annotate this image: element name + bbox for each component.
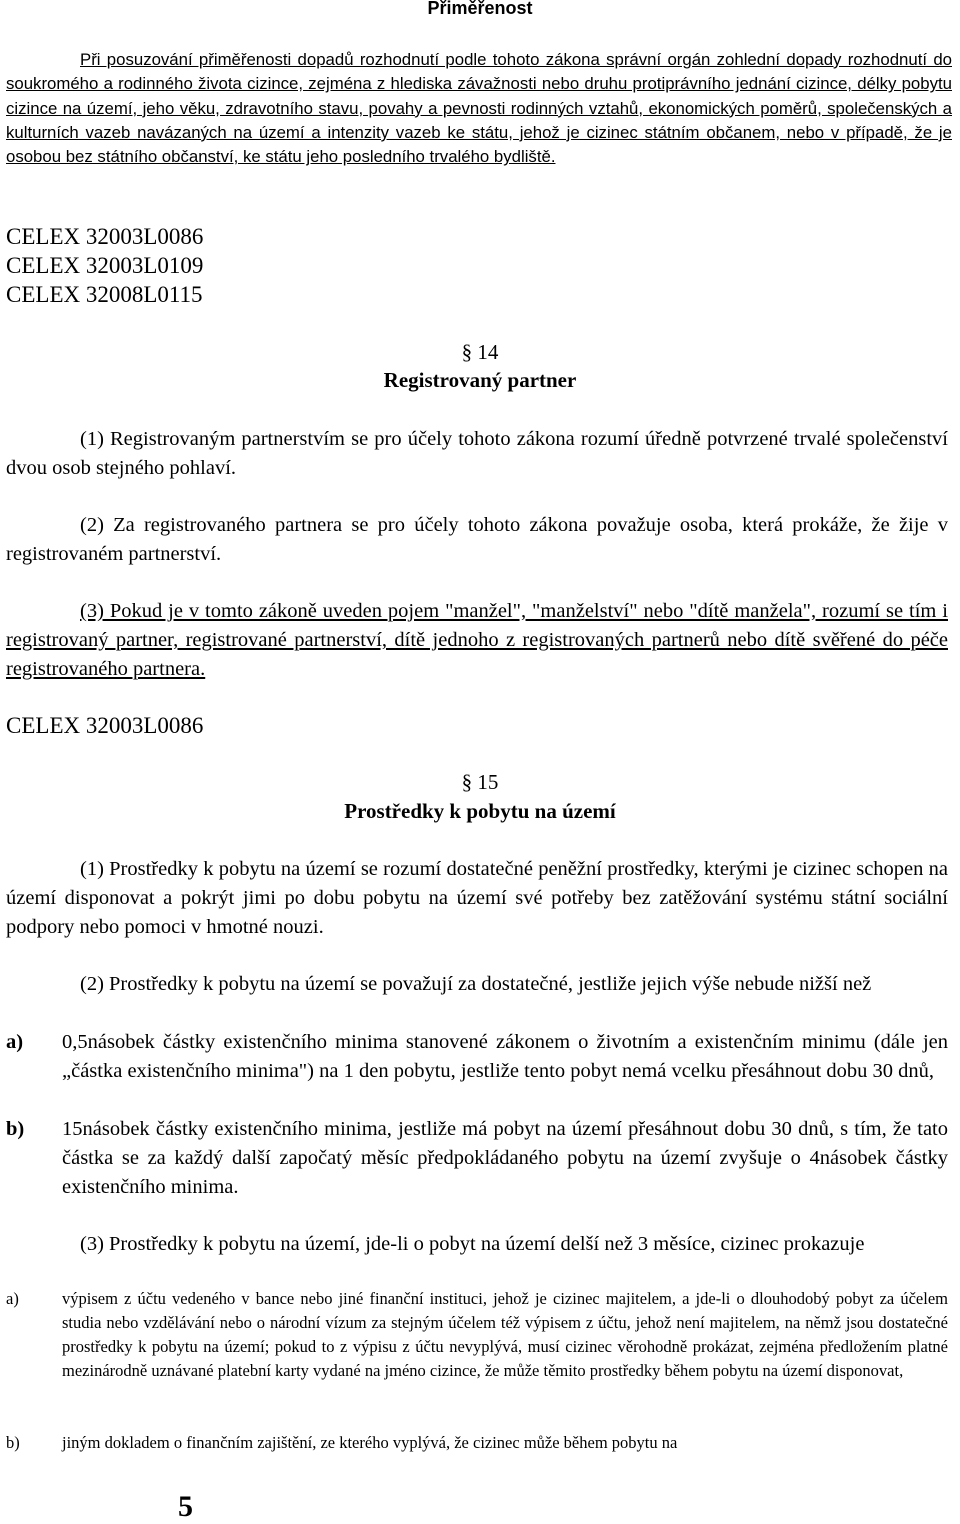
paragraph-title: Registrovaný partner (383, 368, 577, 392)
clause-text: (1) Prostředky k pobytu na území se rozumí dostatečné peněžní prostředky, kterými je cizinec schopen na území disponovat a pokrýt jimi po dobu pobytu na území své potřeby bez zatěžování systému státní sociální podpory nebo pomoci v hmotné nouzi. (6, 858, 948, 938)
clause-text: (2) Prostředky k pobytu na území se považují za dostatečné, jestliže jejich výše nebude nižší než (80, 973, 872, 995)
paragraph-clause (6, 1230, 948, 1259)
clause-text: (1) Registrovaným partnerstvím se pro účely tohoto zákona rozumí úředně potvrzené trvalé společenství dvou osob stejného pohlaví. (6, 428, 948, 479)
paragraph-clause (6, 855, 948, 942)
list-item (6, 1115, 948, 1202)
intro-paragraph (6, 48, 952, 169)
list-item (6, 1028, 948, 1086)
paragraph-clause (6, 511, 948, 569)
list-item (6, 1287, 948, 1383)
celex-reference: CELEX 32003L0086 (6, 713, 204, 738)
clause-text: (2) Za registrovaného partnera se pro účely tohoto zákona považuje osoba, která prokáže, že žije v registrovaném partnerství. (6, 514, 948, 565)
list-item-text: výpisem z účtu vedeného v bance nebo jiné finanční instituci, jehož je cizinec majitelem, a jde-li o dlouhodobý pobyt za účelem studia nebo vzdělávání nebo o národní vízum za stejným účelem též výpisem z účtu, jehož není majitelem, na němž jsou dostatečné prostředky k pobytu na území; pokud to z výpisu z účtu nevyplývá, musí cizinec věrohodně prokázat, zejména předložením platné mezinárodně uznávané platební karty vydané na jméno cizince, že může těmito prostředky během pobytu na území disponovat, (62, 1289, 948, 1380)
list-item (6, 1431, 948, 1455)
celex-reference: CELEX 32008L0115 (6, 282, 203, 307)
celex-reference: CELEX 32003L0086 (6, 224, 204, 249)
list-item-label: b) (6, 1118, 25, 1140)
section-heading: Přiměřenost (427, 0, 533, 18)
page-number: 5 (178, 1490, 193, 1523)
list-item-text: 0,5násobek částky existenčního minima stanovené zákonem o životním a existenčním minimu (dále jen „částka existenčního minima") na 1 den pobytu, jestliže tento pobyt nemá vcelku přesáhnout dobu 30 dnů, (62, 1031, 948, 1082)
list-item-label: a) (6, 1031, 24, 1053)
clause-text: (3) Prostředky k pobytu na území, jde-li o pobyt na území delší než 3 měsíce, cizinec prokazuje (80, 1233, 865, 1255)
list-item-label: a) (6, 1289, 19, 1308)
paragraph-number: § 14 (461, 340, 499, 364)
paragraph-clause (6, 425, 948, 483)
intro-text: Při posuzování přiměřenosti dopadů rozhodnutí podle tohoto zákona správní orgán zohlední dopady rozhodnutí do soukromého a rodinného života cizince, zejména z hlediska závažnosti nebo druhu protiprávního jednání cizince, délky pobytu cizince na území, jeho věku, zdravotního stavu, povahy a pevnosti rodinných vztahů, ekonomických poměrů, společenských a kulturních vazeb navázaných na území a intenzity vazeb ke státu, jehož je cizinec státním občanem, nebo v případě, že je osobou bez státního občanství, ke státu jeho posledního trvalého bydliště. (6, 50, 952, 167)
list-item-label: b) (6, 1433, 20, 1452)
paragraph-clause (6, 970, 948, 999)
list-item-text: 15násobek částky existenčního minima, jestliže má pobyt na území přesáhnout dobu 30 dnů, s tím, že tato částka se za každý další započatý měsíc předpokládaného pobytu na území zvyšuje o 4násobek částky existenčního minima. (62, 1118, 948, 1198)
paragraph-clause-amended (6, 597, 948, 684)
paragraph-number: § 15 (461, 770, 499, 794)
celex-reference: CELEX 32003L0109 (6, 253, 204, 278)
clause-text: (3) Pokud je v tomto zákoně uveden pojem "manžel", "manželství" nebo "dítě manžela", rozumí se tím i registrovaný partner, registrované partnerství, dítě jednoho z registrovaných partnerů nebo dítě svěřené do péče registrovaného partnera. (6, 600, 948, 680)
paragraph-title: Prostředky k pobytu na území (344, 799, 616, 823)
list-item-text: jiným dokladem o finančním zajištění, ze kterého vyplývá, že cizinec může během pobytu na (62, 1433, 678, 1452)
